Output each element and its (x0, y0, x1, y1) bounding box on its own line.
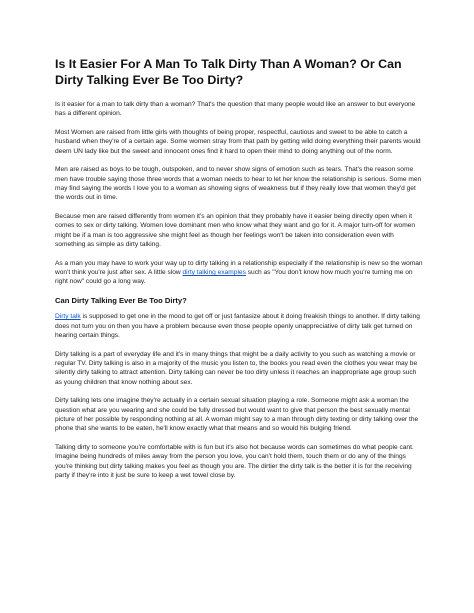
paragraph-women: Most Women are raised from little girls with thoughts of being proper, respectful, cautious and sweet to be able to catch a husband when they're of a certain age. Some women stray from that path by getting wild doing everything their parents would deem UN lady like but the sweet and innocent ones find it hard to open their mind to doing anything out of the norm. (55, 129, 421, 155)
dirty-talk-link[interactable]: Dirty talk (55, 313, 81, 321)
paragraph-dirty-talk-text: is supposed to get one in the mood to get off or just fantasize about it doing freakish things to another. If dirty talking does not turn you on then you have a problem because even those people openly unappreciative of dirty talk get turned on hearing certain things. (55, 313, 420, 339)
paragraph-differences: Because men are raised differently from women it's an opinion that they probably have it easier being directly open when it comes to sex or dirty talking. Women love dominant men who know what they want and go for it. A major turn-off for women might be if a man is too aggressive she might feel as though her feelings won't be taken into consideration even with something as simple as dirty talking. (55, 213, 416, 249)
paragraph-comfortable: Talking dirty to someone you're comfortable with is fun but it's also hot because words can sometimes do what people cant. Imagine being hundreds of miles away from the person you love, you can't hold them, touch them or do any of the things you're thinking but dirty talking makes you feel as though you are. The dirtier the dirty talk is the better it is for the receiving party if they're into it just be sure to keep a wet towel close by. (55, 444, 414, 479)
paragraph-intro: Is it easier for a man to talk dirty than a woman? That's the question that many people would like an answer to but everyone has a different opinion. (55, 101, 416, 118)
dirty-talking-examples-link[interactable]: dirty talking examples (182, 269, 246, 277)
document-title: Is It Easier For A Man To Talk Dirty Than A Woman? Or Can Dirty Talking Ever Be Too Dirty? (55, 57, 402, 87)
paragraph-examples-text-after: such as "You don't know how much you're turning me on right now" could go a long way. (55, 269, 413, 286)
paragraph-examples-text-before: As a man you may have to work your way up to dirty talking in a relationship especially if the relationship is new so the woman won't think you're just after sex. A little slow (55, 259, 423, 277)
paragraph-men: Men are raised as boys to be tough, outspoken, and to never show signs of emotion such as tears. That's the reason some men have trouble saying those three words that a woman needs to hear to let her know the relationship is serious. Some men may find saying the words I love you to a woman as showing signs of weakness but if they really love that women they'd get the words out in time. (55, 166, 422, 202)
paragraph-imagine: Dirty talking lets one imagine they're actually in a certain sexual situation playing a role. Someone might ask a woman the question what are you wearing and she could be fully dressed but would want to give that person the best sexually mental picture of her possible by responding nothing at all. A woman might say to a man through dirty texting or dirty talking over the phone that she wants to be eaten, he'll know exactly what that means and so would his bulging friend. (55, 397, 419, 433)
section-subheading: Can Dirty Talking Ever Be Too Dirty? (55, 296, 187, 306)
paragraph-everyday: Dirty talking is a part of everyday life and it's in many things that might be a daily activity to you such as watching a movie or regular TV. Dirty talking is also in a majority of the music you listen to, the books you read even the clothes you wear may be silently dirty talking to attract attention. Dirty talking can never be too dirty unless it reaches an inappropriate age group such as young children that know nothing about sex. (55, 350, 418, 386)
paragraph-dirty-talk (55, 312, 424, 340)
paragraph-examples (55, 259, 424, 287)
